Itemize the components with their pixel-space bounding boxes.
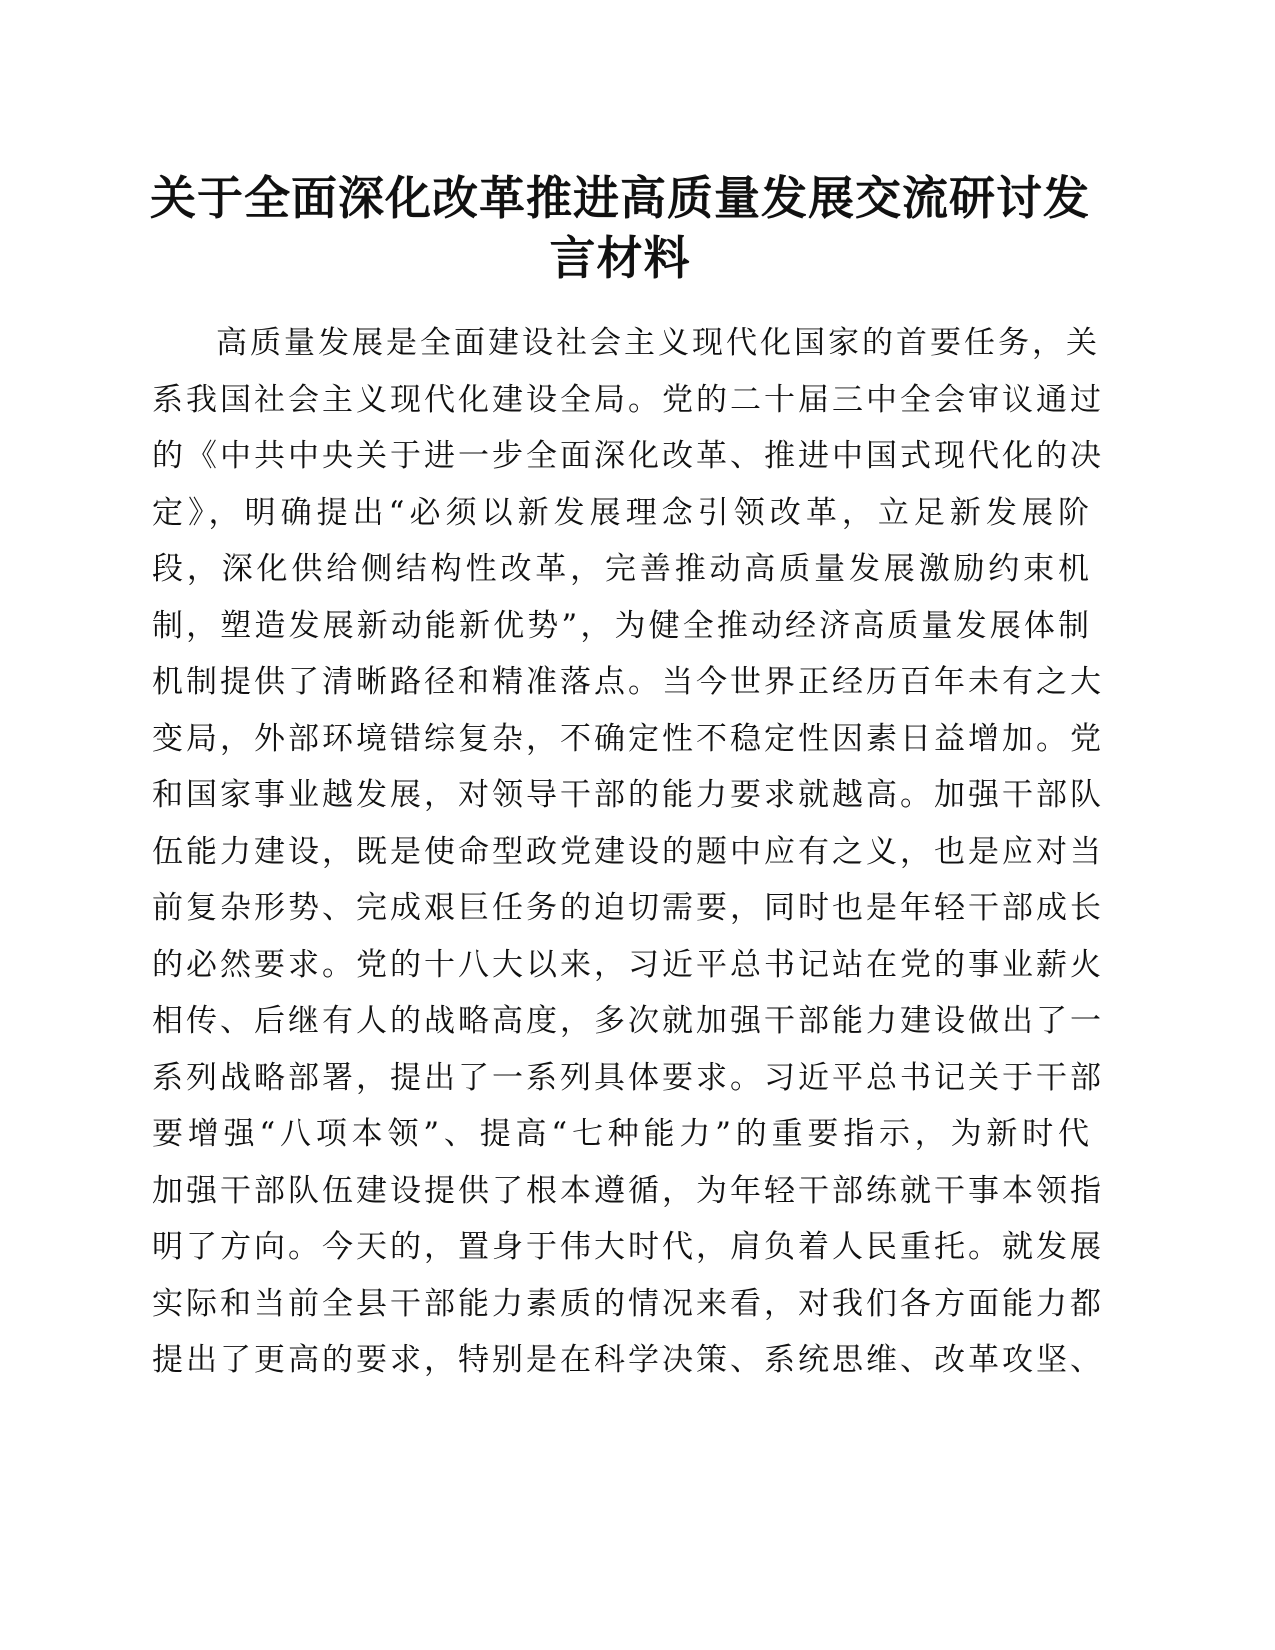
body-line: 要增强“八项本领”、提高“七种能力”的重要指示，为新时代 [152, 1116, 1092, 1152]
body-line: 机制提供了清晰路径和精准落点。当今世界正经历百年未有之大 [152, 664, 1104, 700]
body-line: 加强干部队伍建设提供了根本遵循，为年轻干部练就干事本领指 [152, 1172, 1104, 1209]
body-line: 提出了更高的要求，特别是在科学决策、系统思维、改革攻坚、 [152, 1342, 1104, 1378]
body-line: 制，塑造发展新动能新优势”，为健全推动经济高质量发展体制 [152, 607, 1092, 644]
body-line: 实际和当前全县干部能力素质的情况来看，对我们各方面能力都 [152, 1285, 1104, 1322]
body-line: 的必然要求。党的十八大以来，习近平总书记站在党的事业薪火 [152, 946, 1104, 983]
title-line-2: 言材料 [549, 231, 691, 285]
body-line: 段，深化供给侧结构性改革，完善推动高质量发展激励约束机 [152, 551, 1092, 587]
body-line: 前复杂形势、完成艰巨任务的迫切需要，同时也是年轻干部成长 [152, 890, 1104, 926]
body-paragraph [152, 315, 1104, 1389]
body-line: 明了方向。今天的，置身于伟大时代，肩负着人民重托。就发展 [152, 1229, 1104, 1265]
body-line: 和国家事业越发展，对领导干部的能力要求就越高。加强干部队 [152, 777, 1104, 813]
body-line: 高质量发展是全面建设社会主义现代化国家的首要任务，关 [216, 325, 1100, 361]
body-line: 变局，外部环境错综复杂，不确定性不稳定性因素日益增加。党 [152, 720, 1104, 757]
document-title [150, 168, 1090, 288]
body-line: 定》，明确提出“必须以新发展理念引领改革，立足新发展阶 [152, 494, 1092, 531]
body-line: 相传、后继有人的战略高度，多次就加强干部能力建设做出了一 [152, 1003, 1104, 1039]
body-line: 系列战略部署，提出了一系列具体要求。习近平总书记关于干部 [152, 1059, 1104, 1096]
body-line: 的《中共中央关于进一步全面深化改革、推进中国式现代化的决 [152, 438, 1104, 474]
title-line-1: 关于全面深化改革推进高质量发展交流研讨发 [150, 171, 1090, 225]
body-line: 系我国社会主义现代化建设全局。党的二十届三中全会审议通过 [152, 381, 1104, 418]
body-line: 伍能力建设，既是使命型政党建设的题中应有之义，也是应对当 [152, 833, 1104, 870]
